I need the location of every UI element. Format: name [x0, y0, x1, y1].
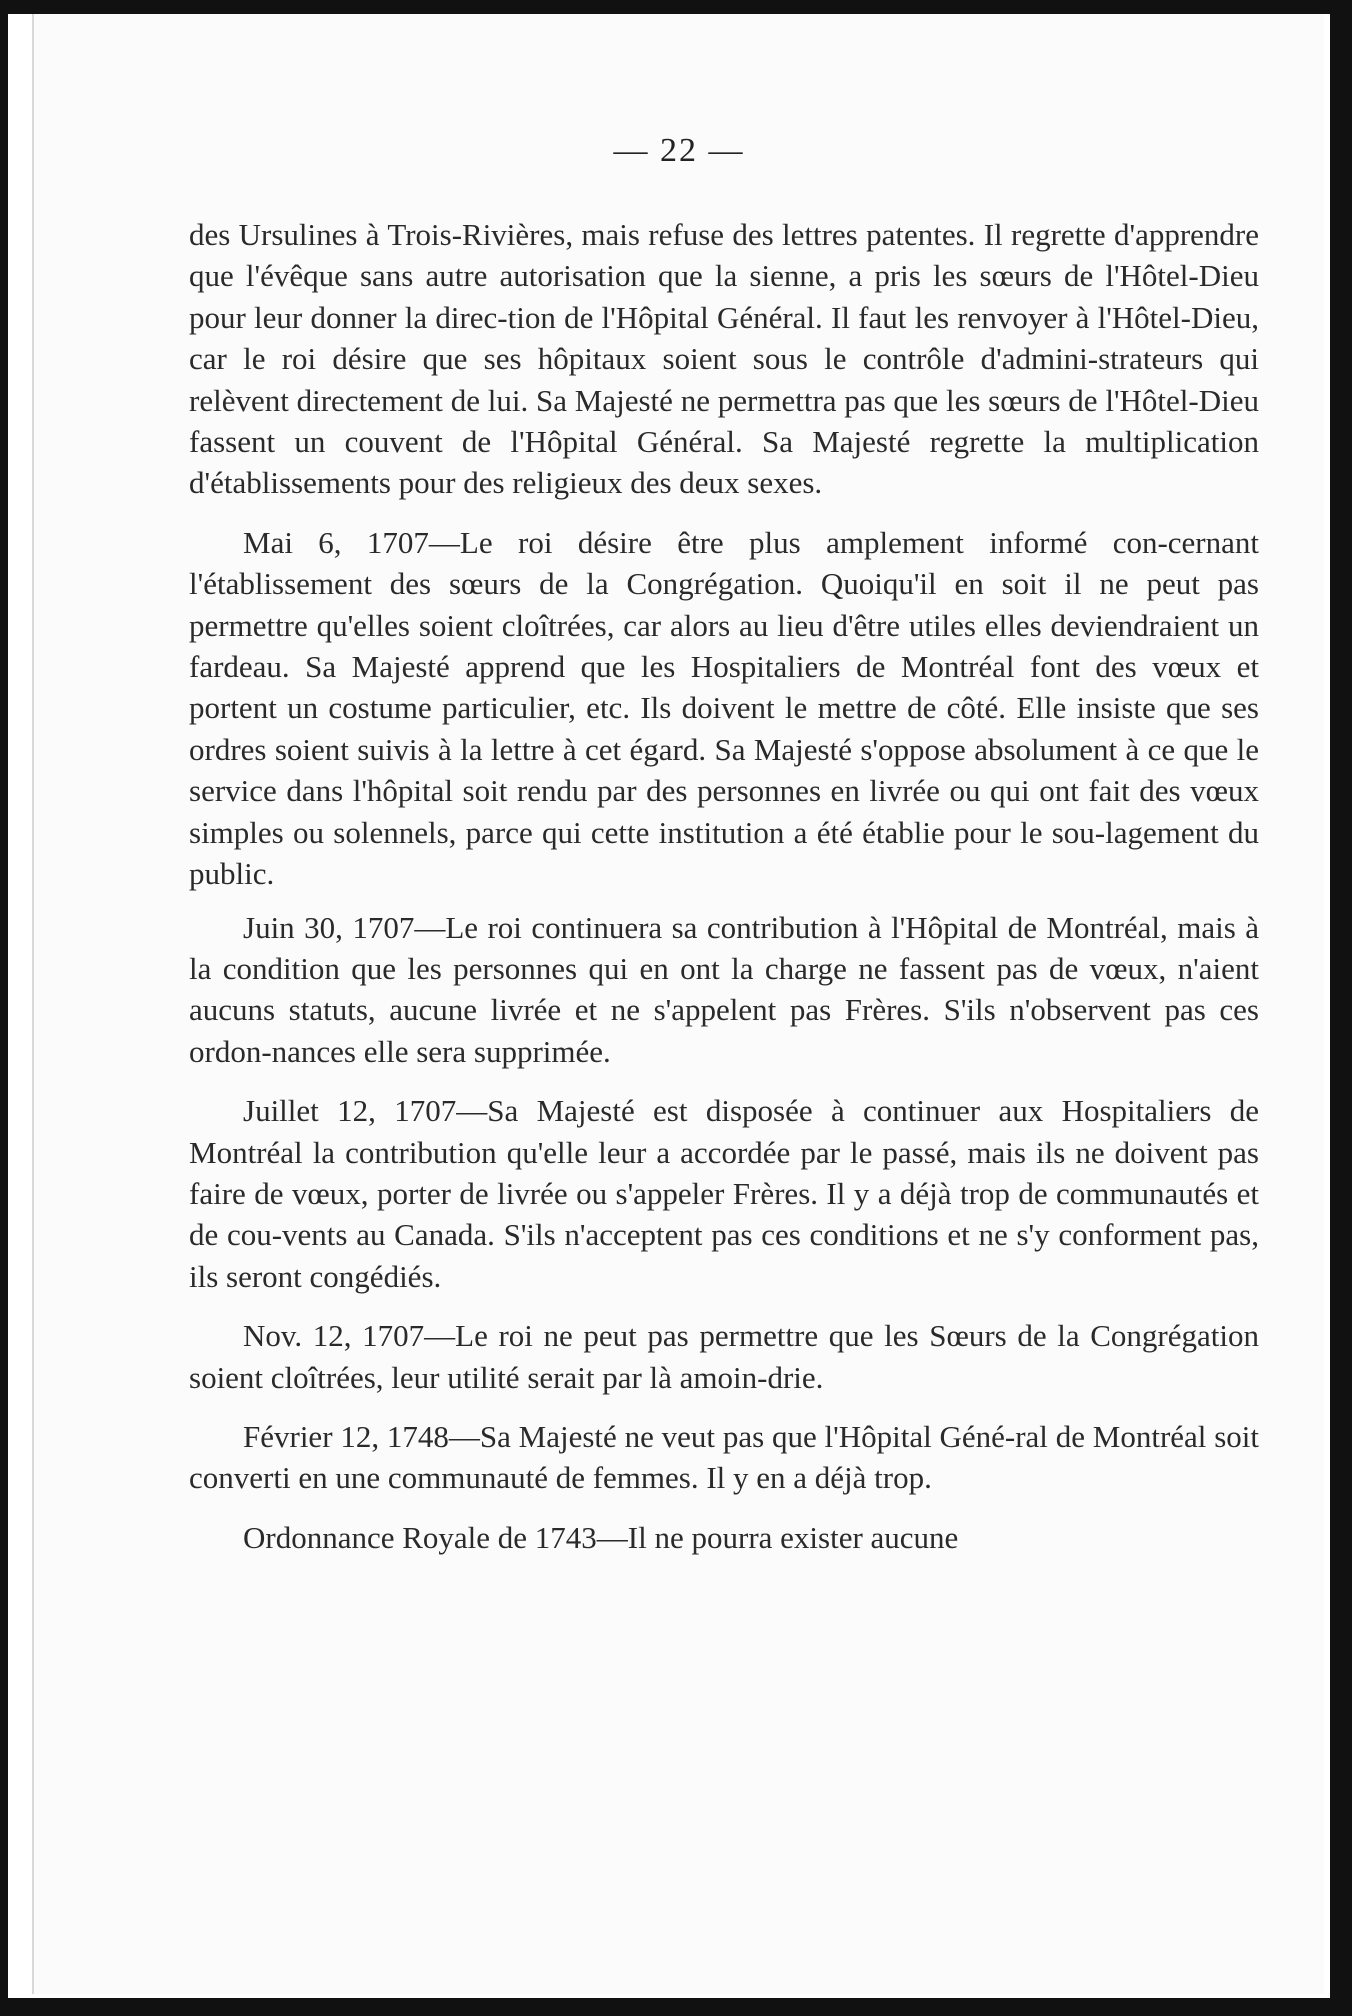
paragraph-nov-1707: Nov. 12, 1707—Le roi ne peut pas permettre que les Sœurs de la Congrégation soient cloîtrées, leur utilité serait par là amoin-drie.	[189, 1318, 1259, 1395]
paragraph-july-1707: Juillet 12, 1707—Sa Majesté est disposée à continuer aux Hospitaliers de Montréal la contribution qu'elle leur a accordée par le passé, mais ils ne doivent pas faire de vœux, porter de livrée ou s'appeler Frères. Il y a déjà trop de communautés et de cou-vents au Canada. S'ils n'acceptent pas ces conditions et ne s'y conforment pas, ils seront congédiés.	[189, 1093, 1259, 1294]
scan-border-bottom	[0, 1998, 1352, 2016]
paragraph-ordonnance-1743: Ordonnance Royale de 1743—Il ne pourra exister aucune	[243, 1519, 959, 1555]
paragraph-continuation: des Ursulines à Trois-Rivières, mais refuse des lettres patentes. Il regrette d'apprendre que l'évêque sans autre autorisation que la sienne, a pris les sœurs de l'Hôtel-Dieu pour leur donner la direc-tion de l'Hôpital Général. Il faut les renvoyer à l'Hôtel-Dieu, car le roi désire que ses hôpitaux soient sous le contrôle d'admini-strateurs qui relèvent directement de lui. Sa Majesté ne permettra pas que les sœurs de l'Hôtel-Dieu fassent un couvent de l'Hôpital Général. Sa Majesté regrette la multiplication d'établissements pour des religieux des deux sexes.	[189, 217, 1259, 501]
paragraph-feb-1748: Février 12, 1748—Sa Majesté ne veut pas que l'Hôpital Géné-ral de Montréal soit converti en une communauté de femmes. Il y en a déjà trop.	[189, 1418, 1259, 1496]
scan-border-left	[0, 0, 8, 2016]
document-page	[32, 14, 1324, 1994]
scan-border-top	[0, 0, 1352, 14]
scan-border-right	[1330, 0, 1352, 2016]
paragraph-may-1707: Mai 6, 1707—Le roi désire être plus amplement informé con-cernant l'établissement des sœurs de la Congrégation. Quoiqu'il en soit il ne peut pas permettre qu'elles soient cloîtrées, car alors au lieu d'être utiles elles deviendraient un fardeau. Sa Majesté apprend que les Hospitaliers de Montréal font des vœux et portent un costume particulier, etc. Ils doivent le mettre de côté. Elle insiste que ses ordres soient suivis à la lettre à cet égard. Sa Majesté s'oppose absolument à ce que le service dans l'hôpital soit rendu par des personnes en livrée ou qui ont fait des vœux simples ou solennels, parce qui cette institution a été établie pour le sou-lagement du public.	[189, 524, 1259, 892]
paragraph-june-1707: Juin 30, 1707—Le roi continuera sa contribution à l'Hôpital de Montréal, mais à la condition que les personnes qui en ont la charge ne fassent pas de vœux, n'aient aucuns statuts, aucune livrée et ne s'appelent pas Frères. S'ils n'observent pas ces ordon-nances elle sera supprimée.	[189, 909, 1259, 1069]
body-text	[189, 214, 1259, 1558]
page-number: — 22 —	[613, 132, 745, 169]
